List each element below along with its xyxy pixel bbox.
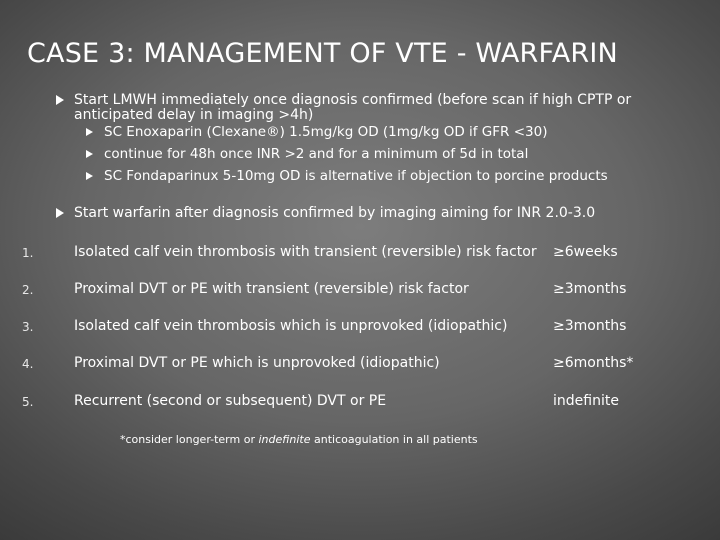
row-duration: ≥3months xyxy=(553,318,627,334)
row-indication: Proximal DVT or PE which is unprovoked (idiopathic) xyxy=(74,355,440,371)
sub-bullet-enoxaparin: SC Enoxaparin (Clexane®) 1.5mg/kg OD (1mg/kg OD if GFR <30) xyxy=(104,124,548,140)
footnote xyxy=(120,433,478,447)
row-number: 4. xyxy=(22,357,34,371)
slide-title: CASE 3: MANAGEMENT OF VTE - WARFARIN xyxy=(27,38,618,69)
row-number: 1. xyxy=(22,246,34,260)
row-indication: Isolated calf vein thrombosis which is unprovoked (idiopathic) xyxy=(74,318,508,334)
bullet-warfarin: Start warfarin after diagnosis confirmed by imaging aiming for INR 2.0-3.0 xyxy=(74,205,596,221)
row-duration: ≥6weeks xyxy=(553,244,618,260)
bullet-lmwh-line2: anticipated delay in imaging >4h) xyxy=(74,107,314,123)
triangle-right-icon xyxy=(56,208,64,218)
triangle-right-icon xyxy=(56,95,64,105)
row-number: 3. xyxy=(22,320,34,334)
sub-bullet-continue: continue for 48h once INR >2 and for a minimum of 5d in total xyxy=(104,146,529,162)
row-number: 2. xyxy=(22,283,34,297)
row-indication: Isolated calf vein thrombosis with transient (reversible) risk factor xyxy=(74,244,537,260)
footnote-prefix: *consider longer-term or xyxy=(120,433,259,446)
footnote-emphasis: indefinite xyxy=(258,433,311,446)
row-indication: Recurrent (second or subsequent) DVT or PE xyxy=(74,393,387,409)
triangle-right-icon xyxy=(86,172,93,180)
sub-bullet-fondaparinux: SC Fondaparinux 5-10mg OD is alternative if objection to porcine products xyxy=(104,168,608,184)
row-indication: Proximal DVT or PE with transient (reversible) risk factor xyxy=(74,281,469,297)
footnote-suffix: anticoagulation in all patients xyxy=(310,433,478,446)
row-duration: indefinite xyxy=(553,393,619,409)
row-duration: ≥3months xyxy=(553,281,627,297)
triangle-right-icon xyxy=(86,150,93,158)
bullet-lmwh-line1: Start LMWH immediately once diagnosis confirmed (before scan if high CPTP or xyxy=(74,92,632,108)
row-number: 5. xyxy=(22,395,34,409)
triangle-right-icon xyxy=(86,128,93,136)
row-duration: ≥6months* xyxy=(553,355,634,371)
